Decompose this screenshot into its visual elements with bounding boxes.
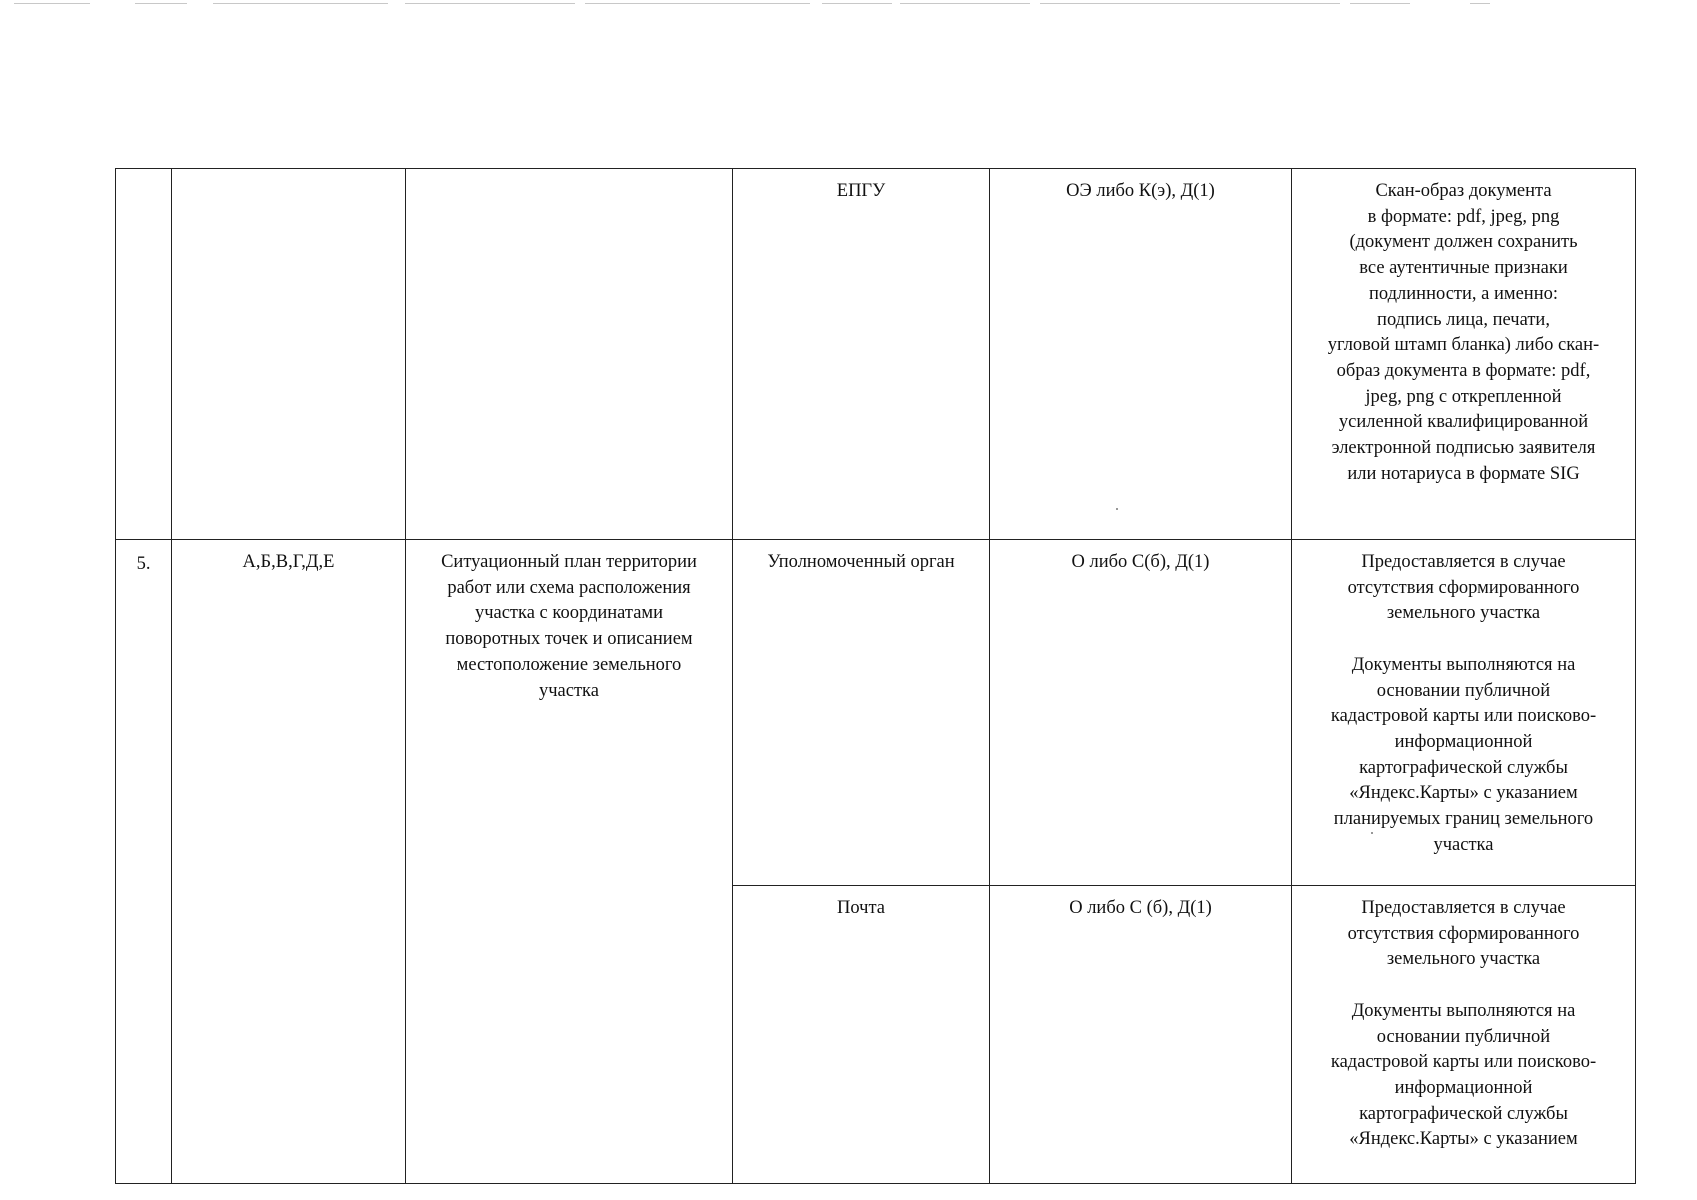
notes-cell (1292, 886, 1636, 1184)
form-code-cell (990, 886, 1292, 1184)
document-name-cell (406, 169, 733, 540)
table-row (116, 540, 1636, 886)
notes-text: Скан-образ документа в формате: pdf, jpeg, png (документ должен сохранить все аутентичные признаки подлинности, а именно: подпись лица, печати, угловой штамп бланка) либо скан- образ документа в формате: pdf, jpeg, png с открепленной усиленной квалифицированной электронной подписью заявителя или нотариуса в формате SIG (1327, 181, 1600, 484)
form-code-text: О либо С (б), Д(1) (1069, 898, 1212, 918)
submission-method-cell (733, 540, 990, 886)
form-code-text: ОЭ либо К(э), Д(1) (1066, 181, 1215, 201)
submission-method-text: ЕПГУ (836, 181, 886, 201)
scan-speck (1371, 832, 1373, 834)
submission-method-text: Уполномоченный орган (767, 552, 955, 572)
document-name-cell (406, 540, 733, 1184)
submission-method-cell (733, 169, 990, 540)
notes-text: Предоставляется в случае отсутствия сформированного земельного участка Документы выполняются на основании публичной кадастровой карты или поисково- информационной картографической службы «Яндекс.Карты» с указанием (1330, 898, 1597, 1150)
scan-edge-artifacts (0, 0, 1697, 8)
categories-cell (172, 540, 406, 1184)
notes-text: Предоставляется в случае отсутствия сформированного земельного участка Документы выполняются на основании публичной кадастровой карты или поисково- информационной картографической службы «Яндекс.Карты» с указанием планируемых границ земельного участка (1330, 552, 1597, 855)
categories-cell (172, 169, 406, 540)
submission-method-cell (733, 886, 990, 1184)
notes-cell (1292, 540, 1636, 886)
form-code-cell (990, 540, 1292, 886)
scan-speck (1116, 508, 1118, 510)
row-number-cell (116, 540, 172, 1184)
notes-cell (1292, 169, 1636, 540)
table-row (116, 169, 1636, 540)
row-number: 5. (136, 554, 151, 574)
submission-method-text: Почта (837, 898, 885, 918)
row-number-cell (116, 169, 172, 540)
document-table (115, 168, 1636, 1184)
document-name-text: Ситуационный план территории работ или схема расположения участка с координатами поворотных точек и описанием местоположение земельного участка (441, 552, 697, 701)
categories-text: А,Б,В,Г,Д,Е (242, 552, 335, 572)
form-code-cell (990, 169, 1292, 540)
form-code-text: О либо С(б), Д(1) (1071, 552, 1210, 572)
